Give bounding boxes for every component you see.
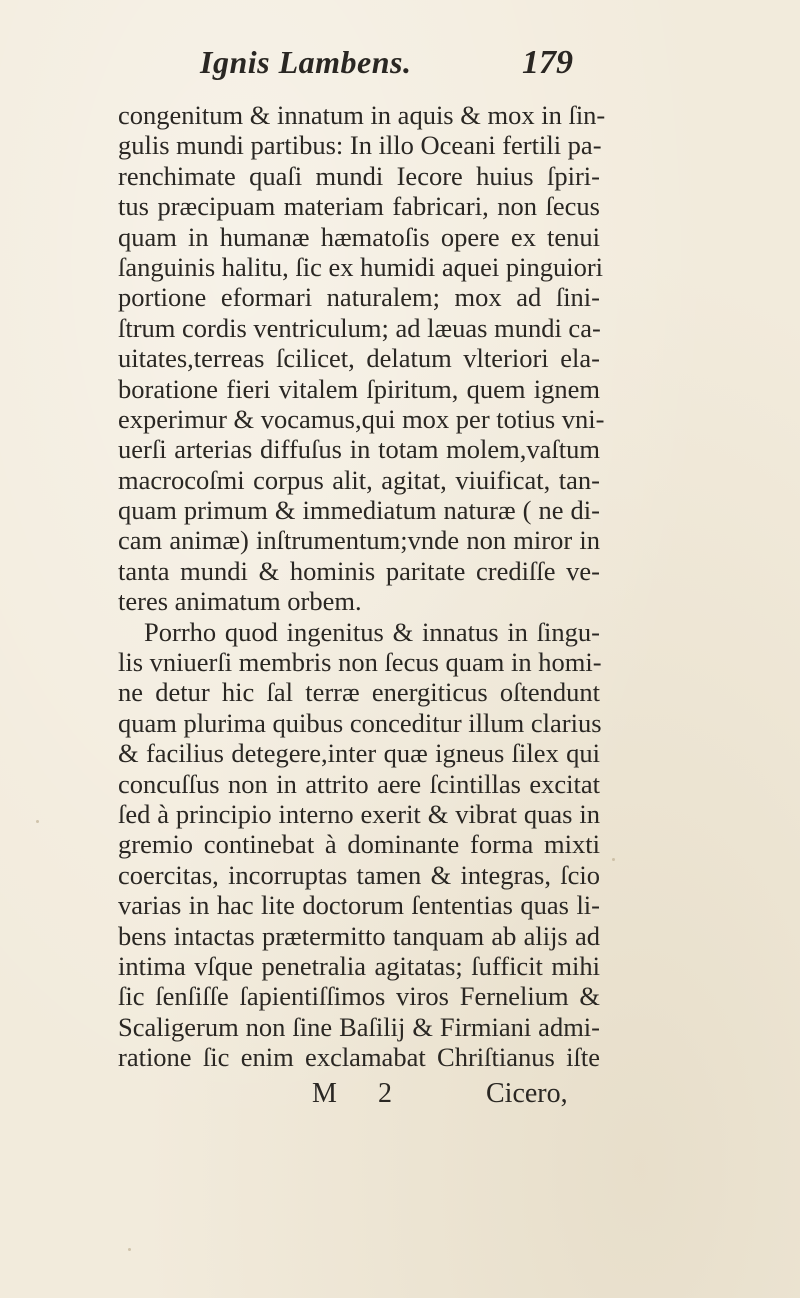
text-line: quam primum & immediatum naturæ ( ne di- — [118, 495, 600, 526]
text-line: ſic ſenſiſſe ſapientiſſimos viros Fernelium & — [118, 981, 600, 1012]
text-line: tanta mundi & hominis paritate crediſſe ve- — [118, 555, 600, 586]
text-line: gulis mundi partibus: In illo Oceani fertili pa- — [118, 130, 602, 161]
body-text — [118, 100, 606, 1073]
text-line: cam animæ) inſtrumentum;vnde non miror in — [118, 525, 600, 556]
text-line: renchimate quaſi mundi Iecore huius ſpiri- — [118, 160, 600, 191]
text-line: lis vniuerſi membris non ſecus quam in homi- — [118, 647, 602, 678]
paper-speck — [612, 858, 615, 861]
catchword: Cicero, — [486, 1078, 568, 1109]
text-line: ſed à principio interno exerit & vibrat quas in — [118, 798, 600, 829]
text-line: coercitas, incorruptas tamen & integras, ſcio — [118, 859, 600, 890]
signature-number: 2 — [378, 1078, 392, 1109]
text-line: gremio continebat à dominante forma mixti — [118, 829, 600, 860]
signature-mark: M — [312, 1078, 339, 1109]
text-line: boratione fieri vitalem ſpiritum, quem ignem — [118, 373, 600, 404]
signature-line — [0, 1078, 800, 1112]
text-line: macrocoſmi corpus alit, agitat, viuificat, tan- — [118, 464, 600, 495]
text-line: experimur & vocamus,qui mox per totius vni- — [118, 403, 605, 434]
text-line: & facilius detegere,inter quæ igneus ſilex qui — [118, 738, 600, 769]
running-head — [0, 44, 800, 96]
paper-speck — [128, 1248, 131, 1251]
text-line: tus præcipuam materiam fabricari, non ſecus — [118, 191, 600, 222]
text-line: ratione ſic enim exclamabat Chriſtianus iſte — [118, 1042, 600, 1073]
text-line: uitates,terreas ſcilicet, delatum vlteriori ela- — [118, 343, 600, 374]
text-line: varias in hac lite doctorum ſententias quas li- — [118, 890, 600, 921]
text-line: quam plurima quibus conceditur illum clarius — [118, 707, 602, 738]
text-line: Scaligerum non ſine Baſilij & Firmiani admi- — [118, 1011, 600, 1042]
text-line: bens intactas prætermitto tanquam ab alijs ad — [118, 920, 600, 951]
text-line: ne detur hic ſal terræ energiticus oſtendunt — [118, 677, 600, 708]
paper-speck — [36, 820, 39, 823]
page-number: 179 — [522, 44, 573, 81]
paragraph-end-line: teres animatum orbem. — [118, 586, 362, 617]
text-line: intima vſque penetralia agitatas; ſufficit mihi — [118, 950, 600, 981]
running-title: Ignis Lambens. — [200, 44, 412, 80]
text-line: portione eformari naturalem; mox ad ſini- — [118, 282, 600, 313]
text-line: uerſi arterias diffuſus in totam molem,vaſtum — [118, 434, 600, 465]
text-line: concuſſus non in attrito aere ſcintillas excitat — [118, 768, 600, 799]
paragraph-start-line: Porrho quod ingenitus & innatus in ſingu- — [144, 616, 600, 647]
text-line: congenitum & innatum in aquis & mox in ſin- — [118, 100, 606, 130]
text-line: ſtrum cordis ventriculum; ad læuas mundi ca- — [118, 312, 601, 343]
text-line: quam in humanæ hæmatoſis opere ex tenui — [118, 221, 600, 252]
text-line: ſanguinis halitu, ſic ex humidi aquei pinguiori — [118, 251, 604, 282]
